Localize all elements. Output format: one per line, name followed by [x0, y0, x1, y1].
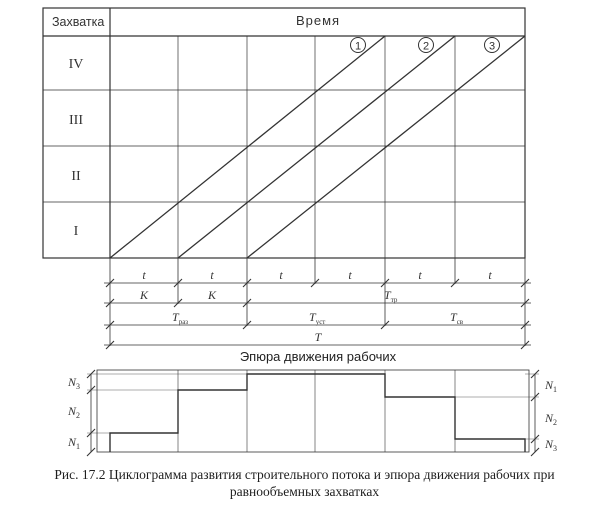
- epure-left-n3: $N_3$: [68, 375, 81, 391]
- dim-label-t-tr: $T_{тр}$: [384, 288, 398, 304]
- epure-left-n1: $N_1$: [68, 435, 81, 451]
- header-zakhvatka: Захватка: [52, 15, 105, 29]
- figure-caption: [0, 466, 609, 500]
- stream-marker-2: [419, 38, 434, 53]
- dim-label-k: K: [207, 288, 217, 302]
- row-label-iii: III: [69, 113, 83, 128]
- dim-label-t: t: [488, 268, 492, 282]
- row-label-i: I: [73, 224, 79, 239]
- dim-label-t-sv: $T_{св}$: [450, 310, 464, 326]
- flow-line-2: [178, 36, 455, 258]
- epure-chart: [87, 370, 539, 452]
- row-label-iv: IV: [68, 57, 84, 72]
- stream-number-1: 1: [354, 40, 362, 53]
- dim-label-t: t: [348, 268, 352, 282]
- stream-number-3: 3: [488, 40, 496, 53]
- dim-label-t: t: [142, 268, 146, 282]
- dim-label-t: t: [210, 268, 214, 282]
- stream-number-2: 2: [422, 40, 430, 53]
- dim-label-k: K: [139, 288, 149, 302]
- dim-label-t-razv: $T_{раз}$: [172, 310, 189, 326]
- epure-right-n3: $N_3$: [545, 437, 558, 453]
- row-label-ii: II: [71, 169, 81, 184]
- epure-workforce-profile: [110, 374, 525, 452]
- header-vremya: Время: [295, 13, 341, 28]
- stream-marker-3: [485, 38, 500, 53]
- flow-line-1: [110, 36, 385, 258]
- dim-label-t: t: [418, 268, 422, 282]
- dim-label-t: t: [279, 268, 283, 282]
- epure-left-n2: $N_2$: [68, 404, 81, 420]
- epure-right-n1: $N_1$: [545, 378, 558, 394]
- epure-dim-ticks: [87, 370, 539, 456]
- cyclogram-grid: [43, 8, 525, 258]
- grid-frame: [43, 8, 525, 258]
- caption-line-1: Рис. 17.2 Циклограмма развития строительного потока и эпюра движения рабочих при: [54, 467, 555, 482]
- flow-line-3: [247, 36, 525, 258]
- caption-line-2: равнообъемных захватках: [229, 484, 380, 499]
- epure-right-n2: $N_2$: [545, 411, 558, 427]
- dim-label-t-total: T: [314, 330, 322, 344]
- stream-marker-1: [351, 38, 366, 53]
- dim-label-t-ust: $T_{уст}$: [309, 310, 326, 326]
- epure-title: Эпюра движения рабочих: [239, 349, 397, 364]
